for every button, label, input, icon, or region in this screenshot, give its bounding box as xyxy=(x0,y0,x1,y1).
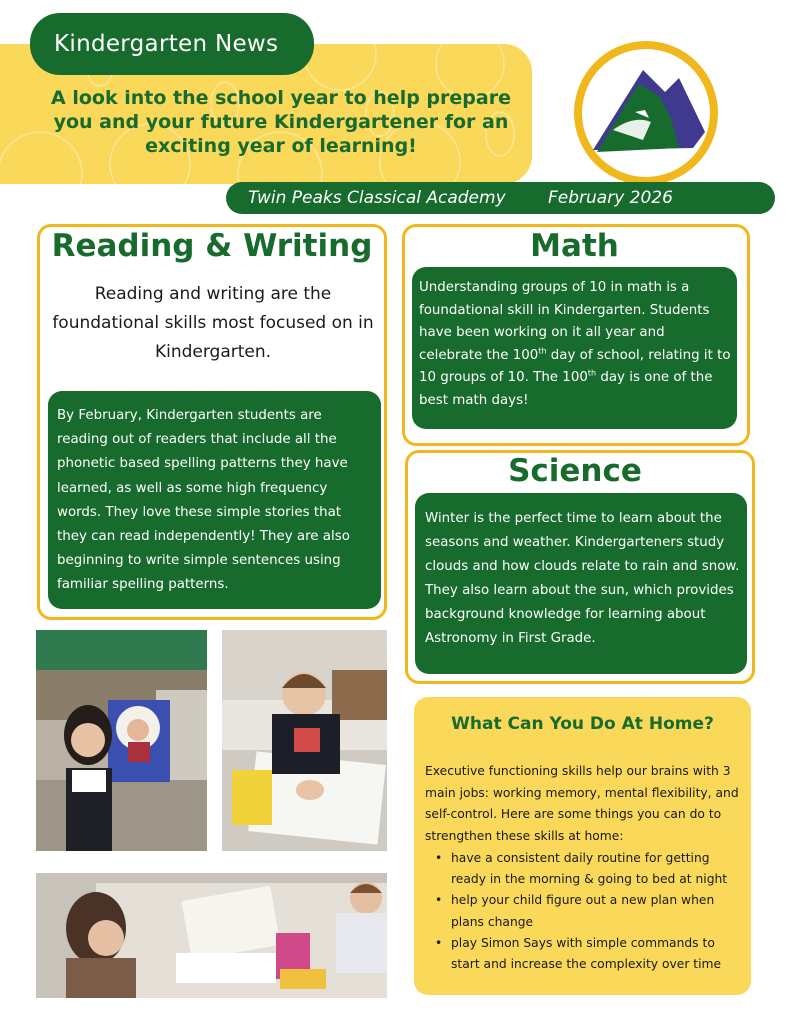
school-name: Twin Peaks Classical Academy xyxy=(248,188,506,208)
dateline-bar xyxy=(226,182,775,214)
math-body: Understanding groups of 10 in math is a foundational skill in Kindergarten. Students have been working on it all year and celebrate the 100th day of school, relating it to 10 groups of 10. The 100th day is one of the best math days! xyxy=(412,267,737,429)
home-tips-list xyxy=(425,848,741,975)
science-heading: Science xyxy=(508,453,642,489)
home-tips-heading: What Can You Do At Home? xyxy=(451,714,714,734)
science-body: Winter is the perfect time to learn about the seasons and weather. Kindergarteners study clouds and how clouds relate to rain and snow. They also learn about the sun, which provides background knowledge for learning about Astronomy in First Grade. xyxy=(415,493,747,674)
reading-writing-body: By February, Kindergarten students are reading out of readers that include all the phonetic based spelling patterns they have learned, as well as some high frequency words. They love these simple stories that they can read independently! They are also beginning to write simple sentences using familiar spelling patterns. xyxy=(48,391,381,609)
list-item: • play Simon Says with simple commands to start and increase the complexity over time xyxy=(425,933,741,975)
list-item: • have a consistent daily routine for getting ready in the morning & going to bed at night xyxy=(425,848,741,890)
math-heading: Math xyxy=(530,228,619,264)
newsletter-subtitle: A look into the school year to help prepare you and your future Kindergartener for an exciting year of learning! xyxy=(51,87,511,157)
issue-date: February 2026 xyxy=(548,188,673,208)
newsletter-title: Kindergarten News xyxy=(30,13,314,75)
reading-writing-heading: Reading & Writing xyxy=(51,228,373,264)
reading-writing-intro: Reading and writing are the foundational skills most focused on in Kindergarten. xyxy=(52,284,374,362)
photo-student-craft xyxy=(36,630,207,851)
list-item: • help your child figure out a new plan when plans change xyxy=(425,890,741,932)
home-tips-intro: Executive functioning skills help our brains with 3 main jobs: working memory, mental flexibility, and self-control. Here are some things you can do to strengthen these skills at home: xyxy=(425,764,739,843)
photo-students-table xyxy=(36,873,387,998)
wolf-mountain-logo-icon xyxy=(573,40,719,186)
photo-student-writing xyxy=(222,630,387,851)
